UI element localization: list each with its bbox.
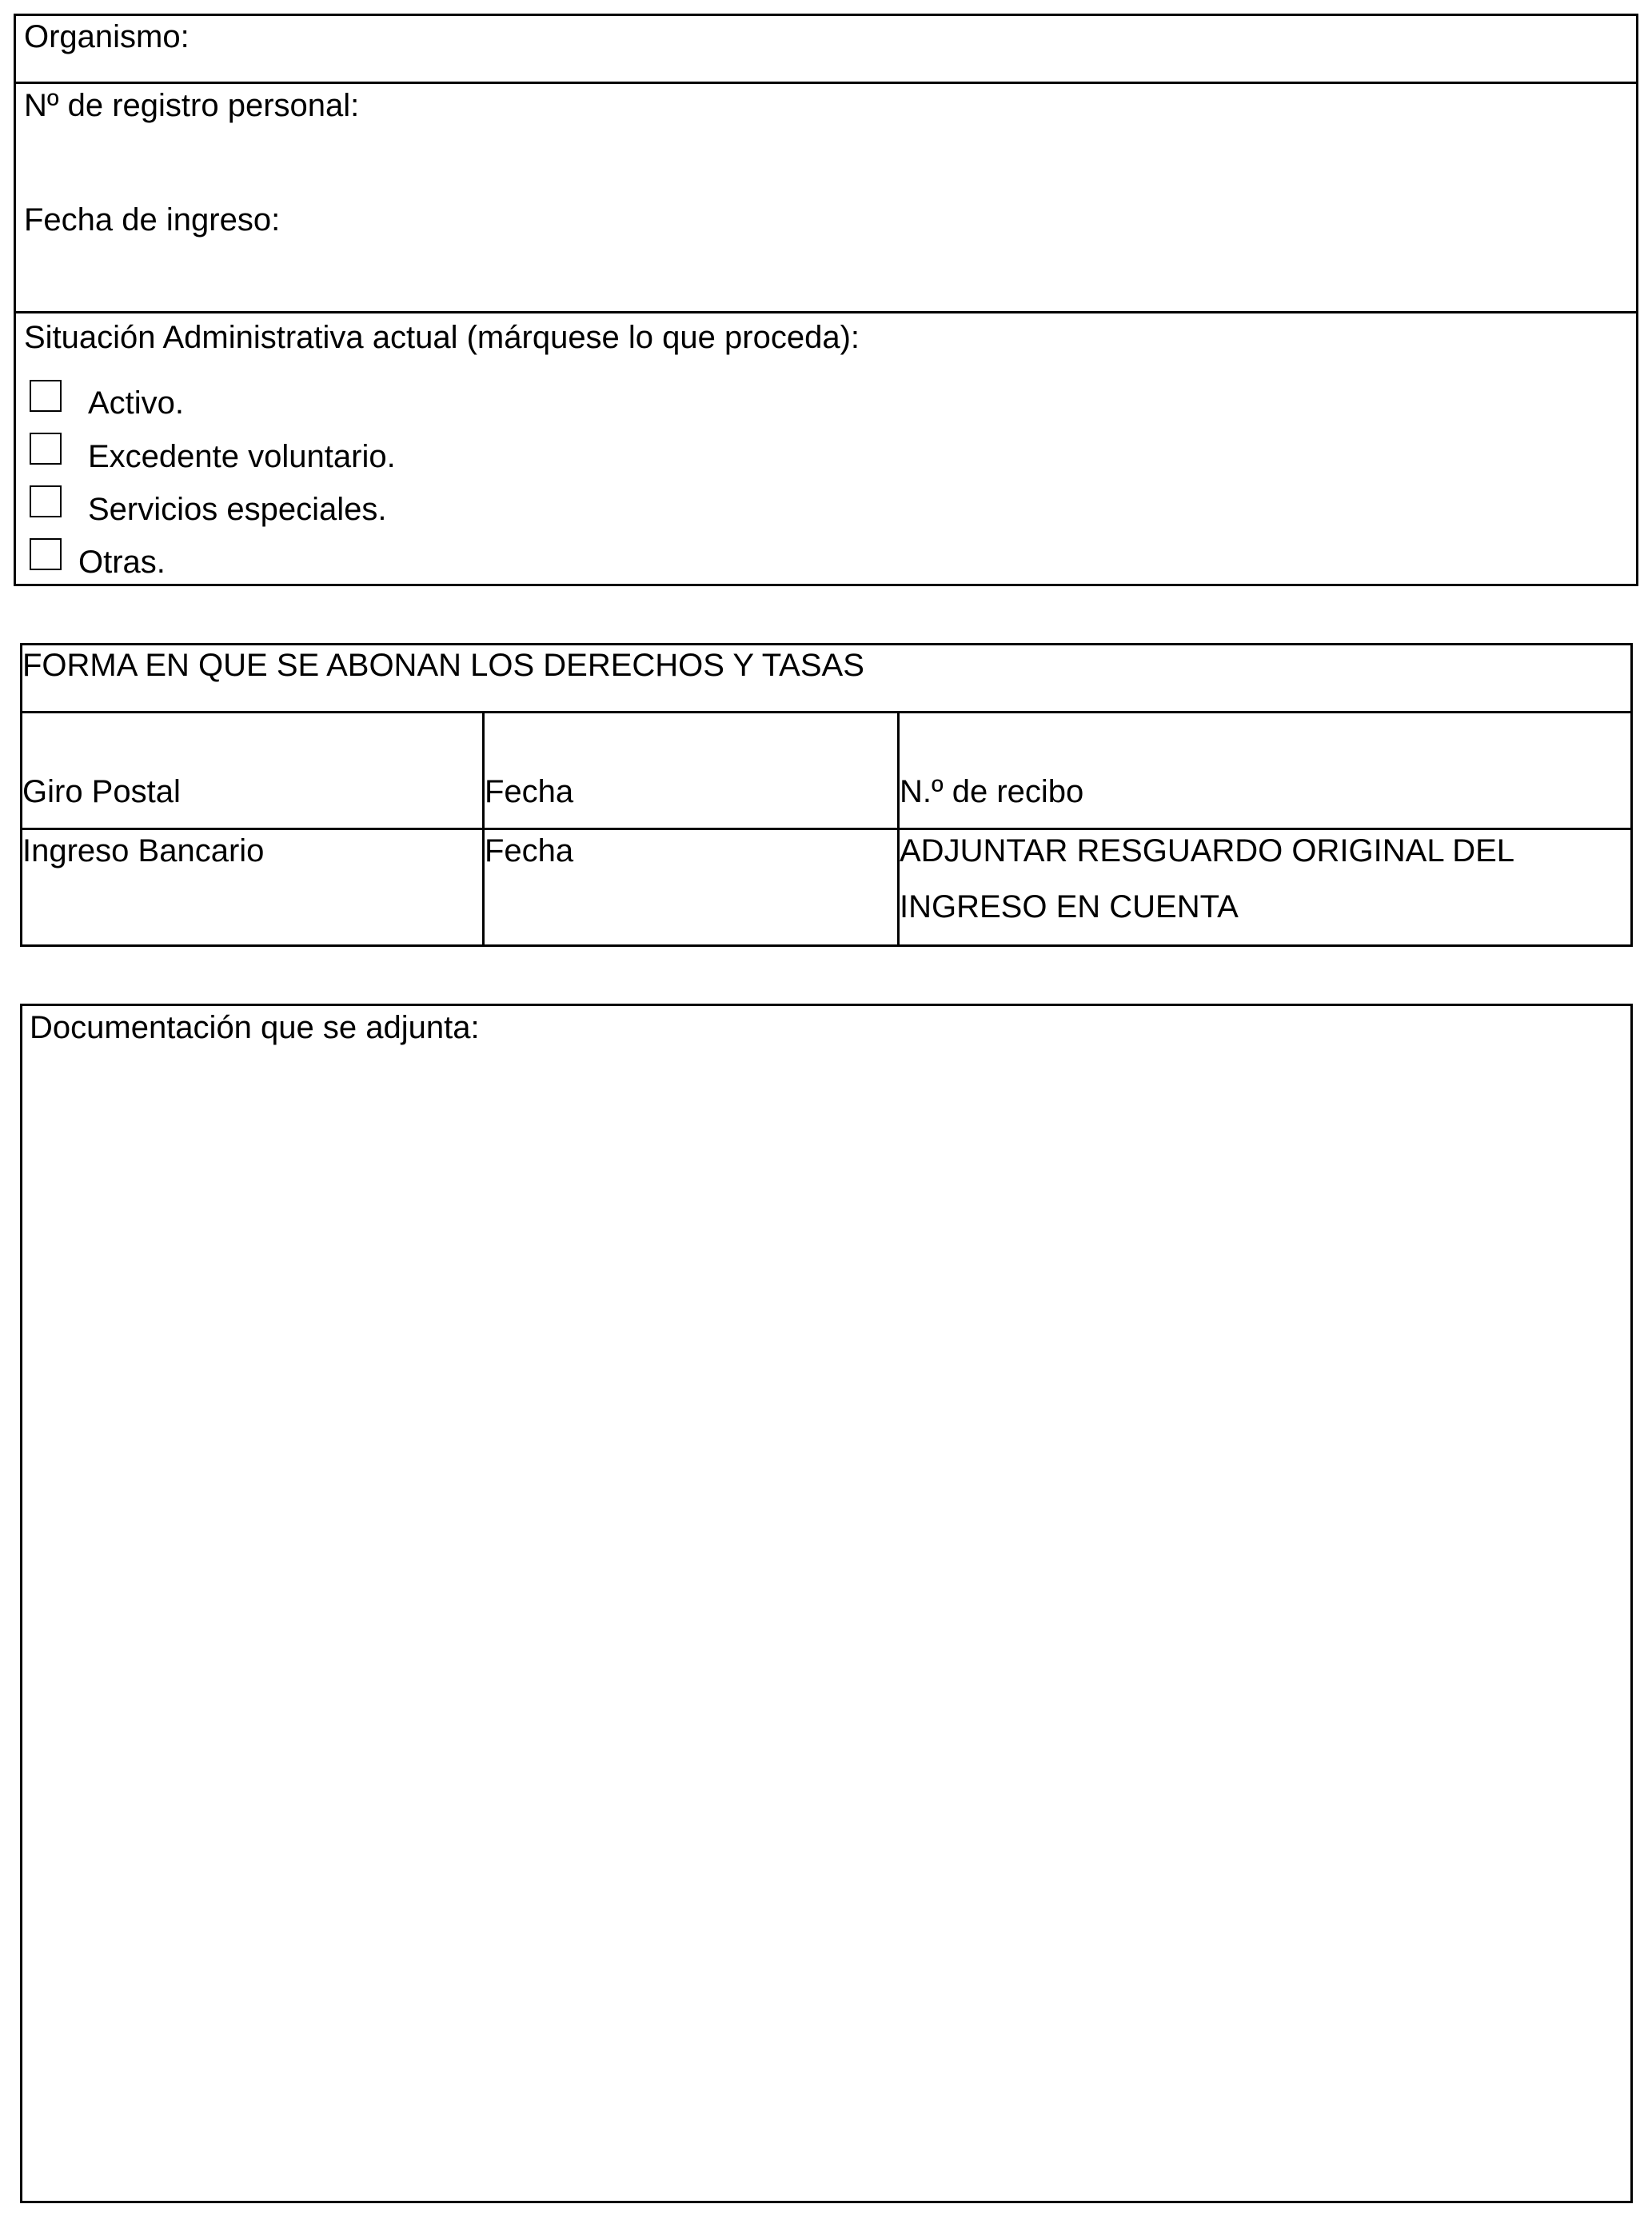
giro-fecha-label: Fecha <box>485 774 574 809</box>
organismo-label: Organismo: <box>24 19 190 54</box>
fees-row-divider <box>20 828 1633 830</box>
giro-postal-label: Giro Postal <box>22 774 181 809</box>
ingreso-bancario-label: Ingreso Bancario <box>22 833 265 868</box>
fees-table <box>20 643 1633 947</box>
checkbox-otras[interactable] <box>30 538 62 570</box>
option-label-otras: Otras. <box>78 545 166 580</box>
option-label-excedente-voluntario: Excedente voluntario. <box>88 439 396 474</box>
fees-title-divider <box>20 711 1633 713</box>
divider-organismo <box>14 82 1638 84</box>
fees-table-title: FORMA EN QUE SE ABONAN LOS DERECHOS Y TASAS <box>22 648 864 683</box>
numero-recibo-label: N.º de recibo <box>900 774 1084 809</box>
adjuntar-resguardo-line1: ADJUNTAR RESGUARDO ORIGINAL DEL <box>900 833 1515 868</box>
checkbox-excedente-voluntario[interactable] <box>30 433 62 465</box>
checkbox-servicios-especiales[interactable] <box>30 485 62 517</box>
divider-registro <box>14 311 1638 313</box>
fees-col-divider-1 <box>482 711 485 947</box>
checkbox-activo[interactable] <box>30 380 62 412</box>
documentacion-box[interactable] <box>20 1004 1633 2203</box>
fecha-ingreso-label: Fecha de ingreso: <box>24 202 281 238</box>
situacion-administrativa-label: Situación Administrativa actual (márquese lo que proceda): <box>24 320 860 355</box>
option-label-servicios-especiales: Servicios especiales. <box>88 492 387 527</box>
option-label-activo: Activo. <box>88 385 185 421</box>
ingreso-fecha-label: Fecha <box>485 833 574 868</box>
registro-personal-label: Nº de registro personal: <box>24 88 360 123</box>
documentacion-label: Documentación que se adjunta: <box>30 1010 480 1045</box>
adjuntar-resguardo-line2: INGRESO EN CUENTA <box>900 889 1239 924</box>
